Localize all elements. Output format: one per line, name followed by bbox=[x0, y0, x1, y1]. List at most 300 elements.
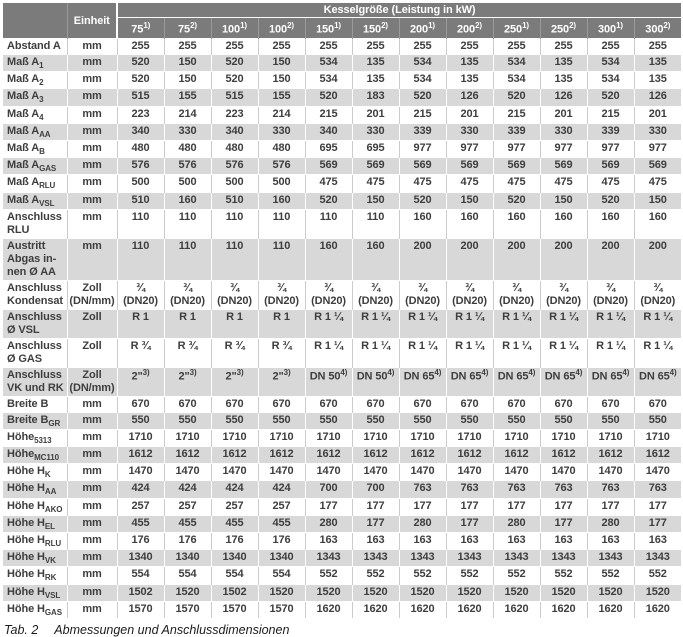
table-cell: 135 bbox=[634, 72, 681, 89]
table-cell: DN 65$^{4)}$ bbox=[634, 367, 681, 396]
table-cell: R 1 ¼ bbox=[587, 338, 634, 367]
table-cell: 550 bbox=[117, 412, 164, 429]
column-header: 75$^{2)}$ bbox=[164, 18, 211, 39]
table-cell: 110 bbox=[258, 209, 305, 238]
row-label: Höhe $H_{GAS}$ bbox=[3, 601, 67, 618]
table-cell: 163 bbox=[634, 533, 681, 550]
table-cell: 552 bbox=[493, 567, 540, 584]
table-cell: 339 bbox=[399, 123, 446, 140]
table-cell: 163 bbox=[352, 533, 399, 550]
table-cell: R 1 ¼ bbox=[305, 338, 352, 367]
table-cell: 330 bbox=[258, 123, 305, 140]
table-cell: 215 bbox=[587, 106, 634, 123]
table-cell: 1620 bbox=[305, 601, 352, 618]
table-cell: ¾ (DN20) bbox=[305, 280, 352, 309]
table-cell: 177 bbox=[446, 498, 493, 515]
table-row bbox=[3, 238, 681, 280]
unit-cell: mm bbox=[67, 192, 117, 209]
table-body bbox=[3, 39, 681, 618]
table-cell: 520 bbox=[493, 89, 540, 106]
row-label: Maß $A_{RLU}$ bbox=[3, 175, 67, 192]
table-cell: 552 bbox=[634, 567, 681, 584]
table-cell: 177 bbox=[305, 498, 352, 515]
table-cell: 150 bbox=[446, 192, 493, 209]
table-row bbox=[3, 106, 681, 123]
table-caption bbox=[4, 623, 681, 637]
table-cell: ¾ (DN20) bbox=[540, 280, 587, 309]
table-row bbox=[3, 309, 681, 338]
table-cell: 214 bbox=[258, 106, 305, 123]
table-row bbox=[3, 72, 681, 89]
table-cell: DN 65$^{4)}$ bbox=[587, 367, 634, 396]
table-row bbox=[3, 481, 681, 498]
unit-cell: mm bbox=[67, 123, 117, 140]
table-cell: 520 bbox=[493, 192, 540, 209]
table-cell: 552 bbox=[399, 567, 446, 584]
table-row bbox=[3, 55, 681, 72]
table-cell: 126 bbox=[540, 89, 587, 106]
table-cell: 1710 bbox=[634, 429, 681, 446]
table-cell: 280 bbox=[493, 515, 540, 532]
table-cell: 1710 bbox=[399, 429, 446, 446]
table-cell: 176 bbox=[211, 533, 258, 550]
table-cell: 163 bbox=[493, 533, 540, 550]
table-cell: 177 bbox=[587, 498, 634, 515]
table-cell: 475 bbox=[352, 175, 399, 192]
table-cell: 257 bbox=[258, 498, 305, 515]
row-label: Anschluss RLU bbox=[3, 209, 67, 238]
table-cell: 552 bbox=[305, 567, 352, 584]
table-cell: 475 bbox=[540, 175, 587, 192]
table-cell: 339 bbox=[493, 123, 540, 140]
table-row bbox=[3, 533, 681, 550]
table-cell: 126 bbox=[634, 89, 681, 106]
table-cell: 135 bbox=[540, 72, 587, 89]
table-cell: 201 bbox=[446, 106, 493, 123]
table-cell: 200 bbox=[634, 238, 681, 280]
table-cell: 150 bbox=[258, 55, 305, 72]
table-cell: 1612 bbox=[258, 447, 305, 464]
table-cell: 339 bbox=[587, 123, 634, 140]
table-cell: 150 bbox=[164, 72, 211, 89]
table-cell: 330 bbox=[446, 123, 493, 140]
column-header: 150$^{2)}$ bbox=[352, 18, 399, 39]
row-label: Maß $A_1$ bbox=[3, 55, 67, 72]
table-cell: 160 bbox=[258, 192, 305, 209]
table-cell: 550 bbox=[305, 412, 352, 429]
table-cell: 200 bbox=[493, 238, 540, 280]
row-label: Höhe$_{5313}$ bbox=[3, 429, 67, 446]
unit-cell: mm bbox=[67, 515, 117, 532]
table-cell: ¾ (DN20) bbox=[634, 280, 681, 309]
table-row bbox=[3, 192, 681, 209]
table-cell: 424 bbox=[258, 481, 305, 498]
table-cell: 200 bbox=[446, 238, 493, 280]
table-cell: 534 bbox=[587, 72, 634, 89]
table-cell: 515 bbox=[117, 89, 164, 106]
table-cell: 520 bbox=[305, 192, 352, 209]
table-cell: 1620 bbox=[634, 601, 681, 618]
table-cell: 569 bbox=[352, 158, 399, 175]
table-cell: 163 bbox=[399, 533, 446, 550]
table-cell: 177 bbox=[634, 515, 681, 532]
row-label: Abstand A bbox=[3, 39, 67, 55]
table-cell: 160 bbox=[164, 192, 211, 209]
table-cell: 763 bbox=[446, 481, 493, 498]
table-cell: 1343 bbox=[352, 550, 399, 567]
unit-cell: mm bbox=[67, 429, 117, 446]
row-label: Höhe $H_{RK}$ bbox=[3, 567, 67, 584]
unit-cell: mm bbox=[67, 550, 117, 567]
table-cell: 977 bbox=[634, 140, 681, 157]
column-header: 300$^{1)}$ bbox=[587, 18, 634, 39]
table-cell: 1343 bbox=[587, 550, 634, 567]
table-cell: 255 bbox=[540, 39, 587, 55]
table-row bbox=[3, 567, 681, 584]
table-cell: 150 bbox=[634, 192, 681, 209]
unit-cell: mm bbox=[67, 567, 117, 584]
table-cell: 1612 bbox=[634, 447, 681, 464]
row-label: Maß $A_{VSL}$ bbox=[3, 192, 67, 209]
table-row bbox=[3, 429, 681, 446]
table-cell: 160 bbox=[540, 209, 587, 238]
table-cell: ¾ (DN20) bbox=[587, 280, 634, 309]
table-cell: 550 bbox=[493, 412, 540, 429]
table-cell: 1710 bbox=[587, 429, 634, 446]
table-cell: R 1 ¼ bbox=[446, 338, 493, 367]
table-cell: 1710 bbox=[446, 429, 493, 446]
table-row bbox=[3, 412, 681, 429]
table-cell: 1520 bbox=[399, 584, 446, 601]
table-cell: 520 bbox=[587, 89, 634, 106]
table-cell: 569 bbox=[493, 158, 540, 175]
unit-cell: mm bbox=[67, 140, 117, 157]
table-cell: 160 bbox=[446, 209, 493, 238]
table-cell: R 1 ¼ bbox=[634, 309, 681, 338]
table-cell: 257 bbox=[211, 498, 258, 515]
table-cell: 480 bbox=[117, 140, 164, 157]
table-row bbox=[3, 550, 681, 567]
table-cell: 160 bbox=[634, 209, 681, 238]
table-cell: ¾ (DN20) bbox=[258, 280, 305, 309]
table-cell: 340 bbox=[117, 123, 164, 140]
table-cell: 110 bbox=[305, 209, 352, 238]
row-label: Höhe $H_{AA}$ bbox=[3, 481, 67, 498]
unit-cell: mm bbox=[67, 412, 117, 429]
table-cell: 977 bbox=[587, 140, 634, 157]
row-label: Höhe $H_{AKO}$ bbox=[3, 498, 67, 515]
table-row bbox=[3, 584, 681, 601]
table-cell: 2"$^{3)}$ bbox=[164, 367, 211, 396]
table-cell: DN 65$^{4)}$ bbox=[399, 367, 446, 396]
table-cell: 500 bbox=[164, 175, 211, 192]
table-cell: 977 bbox=[540, 140, 587, 157]
table-cell: 424 bbox=[164, 481, 211, 498]
table-cell: 1470 bbox=[352, 464, 399, 481]
unit-cell: mm bbox=[67, 106, 117, 123]
table-cell: 1710 bbox=[164, 429, 211, 446]
table-cell: 670 bbox=[634, 396, 681, 412]
table-cell: 550 bbox=[587, 412, 634, 429]
table-row bbox=[3, 367, 681, 396]
unit-cell: mm bbox=[67, 601, 117, 618]
table-cell: 520 bbox=[117, 72, 164, 89]
table-cell: 280 bbox=[587, 515, 634, 532]
table-cell: 424 bbox=[211, 481, 258, 498]
table-cell: 200 bbox=[540, 238, 587, 280]
table-cell: 510 bbox=[211, 192, 258, 209]
table-cell: 1710 bbox=[540, 429, 587, 446]
unit-cell: Zoll bbox=[67, 338, 117, 367]
table-cell: 569 bbox=[399, 158, 446, 175]
table-cell: 480 bbox=[211, 140, 258, 157]
table-cell: 257 bbox=[117, 498, 164, 515]
table-cell: 1710 bbox=[211, 429, 258, 446]
table-cell: 1710 bbox=[305, 429, 352, 446]
table-cell: 1343 bbox=[446, 550, 493, 567]
table-cell: ¾ (DN20) bbox=[352, 280, 399, 309]
unit-cell: mm bbox=[67, 55, 117, 72]
table-cell: 534 bbox=[493, 72, 540, 89]
table-cell: 135 bbox=[352, 55, 399, 72]
table-cell: 576 bbox=[258, 158, 305, 175]
unit-cell: mm bbox=[67, 72, 117, 89]
table-cell: 1470 bbox=[634, 464, 681, 481]
table-cell: 475 bbox=[305, 175, 352, 192]
table-cell: 455 bbox=[164, 515, 211, 532]
table-cell: 763 bbox=[399, 481, 446, 498]
table-cell: 520 bbox=[211, 72, 258, 89]
table-cell: 340 bbox=[211, 123, 258, 140]
table-cell: 255 bbox=[305, 39, 352, 55]
table-cell: 1620 bbox=[587, 601, 634, 618]
table-cell: 763 bbox=[587, 481, 634, 498]
row-label: Maß $A_{GAS}$ bbox=[3, 158, 67, 175]
table-cell: 176 bbox=[258, 533, 305, 550]
table-cell: 569 bbox=[446, 158, 493, 175]
unit-cell: Zoll (DN/mm) bbox=[67, 280, 117, 309]
table-cell: 700 bbox=[352, 481, 399, 498]
table-cell: 1570 bbox=[164, 601, 211, 618]
table-cell: 160 bbox=[305, 238, 352, 280]
column-header: 100$^{2)}$ bbox=[258, 18, 305, 39]
table-cell: 475 bbox=[446, 175, 493, 192]
table-cell: 177 bbox=[634, 498, 681, 515]
table-cell: 201 bbox=[634, 106, 681, 123]
table-row bbox=[3, 89, 681, 106]
table-cell: 1620 bbox=[493, 601, 540, 618]
table-cell: 110 bbox=[258, 238, 305, 280]
table-cell: 520 bbox=[211, 55, 258, 72]
table-cell: ¾ (DN20) bbox=[446, 280, 493, 309]
table-cell: 552 bbox=[587, 567, 634, 584]
table-cell: 576 bbox=[117, 158, 164, 175]
table-cell: 534 bbox=[587, 55, 634, 72]
table-row bbox=[3, 498, 681, 515]
table-cell: DN 50$^{4)}$ bbox=[305, 367, 352, 396]
table-cell: 475 bbox=[399, 175, 446, 192]
table-cell: 2"$^{3)}$ bbox=[211, 367, 258, 396]
table-cell: 214 bbox=[164, 106, 211, 123]
table-cell: 550 bbox=[211, 412, 258, 429]
table-cell: 150 bbox=[540, 192, 587, 209]
table-cell: 135 bbox=[540, 55, 587, 72]
table-cell: 550 bbox=[540, 412, 587, 429]
table-cell: 670 bbox=[117, 396, 164, 412]
table-cell: 176 bbox=[117, 533, 164, 550]
unit-cell: mm bbox=[67, 447, 117, 464]
table-cell: 280 bbox=[399, 515, 446, 532]
table-cell: 480 bbox=[258, 140, 305, 157]
table-cell: 670 bbox=[493, 396, 540, 412]
table-cell: 534 bbox=[493, 55, 540, 72]
unit-cell: mm bbox=[67, 89, 117, 106]
table-cell: 1570 bbox=[211, 601, 258, 618]
table-cell: 1470 bbox=[164, 464, 211, 481]
table-cell: 700 bbox=[305, 481, 352, 498]
table-row bbox=[3, 209, 681, 238]
unit-cell: mm bbox=[67, 464, 117, 481]
table-cell: 1570 bbox=[117, 601, 164, 618]
column-header: 250$^{2)}$ bbox=[540, 18, 587, 39]
table-cell: 569 bbox=[540, 158, 587, 175]
column-header: 100$^{1)}$ bbox=[211, 18, 258, 39]
table-cell: 163 bbox=[540, 533, 587, 550]
table-row bbox=[3, 515, 681, 532]
table-cell: 1612 bbox=[305, 447, 352, 464]
table-cell: R 1 ¼ bbox=[493, 309, 540, 338]
table-cell: 977 bbox=[493, 140, 540, 157]
table-cell: 550 bbox=[258, 412, 305, 429]
table-cell: 223 bbox=[211, 106, 258, 123]
table-cell: 455 bbox=[117, 515, 164, 532]
unit-cell: mm bbox=[67, 498, 117, 515]
table-cell: 1620 bbox=[399, 601, 446, 618]
table-cell: R 1 ¼ bbox=[399, 338, 446, 367]
table-cell: 1520 bbox=[493, 584, 540, 601]
table-cell: 177 bbox=[399, 498, 446, 515]
table-cell: 670 bbox=[399, 396, 446, 412]
table-cell: 1470 bbox=[399, 464, 446, 481]
table-cell: 255 bbox=[211, 39, 258, 55]
row-label: Austritt Abgas in- nen Ø AA bbox=[3, 238, 67, 280]
table-cell: 1710 bbox=[258, 429, 305, 446]
table-cell: ¾ (DN20) bbox=[117, 280, 164, 309]
column-header: 250$^{1)}$ bbox=[493, 18, 540, 39]
table-cell: 1612 bbox=[352, 447, 399, 464]
table-cell: 695 bbox=[352, 140, 399, 157]
caption-text: Abmessungen und Anschlussdimensionen bbox=[54, 622, 290, 637]
table-row bbox=[3, 140, 681, 157]
table-cell: 176 bbox=[164, 533, 211, 550]
table-cell: 1520 bbox=[352, 584, 399, 601]
table-cell: R ¾ bbox=[211, 338, 258, 367]
table-cell: 576 bbox=[211, 158, 258, 175]
row-label: Maß $A_3$ bbox=[3, 89, 67, 106]
table-cell: 1470 bbox=[258, 464, 305, 481]
dimensions-table bbox=[3, 3, 681, 618]
table-cell: 475 bbox=[634, 175, 681, 192]
table-cell: 1520 bbox=[164, 584, 211, 601]
unit-cell: mm bbox=[67, 158, 117, 175]
table-cell: 475 bbox=[493, 175, 540, 192]
table-cell: 1570 bbox=[258, 601, 305, 618]
caption-tag: Tab. 2 bbox=[4, 622, 39, 637]
table-cell: 1470 bbox=[117, 464, 164, 481]
row-label: Breite $B_{GR}$ bbox=[3, 412, 67, 429]
table-cell: 763 bbox=[634, 481, 681, 498]
table-cell: 554 bbox=[164, 567, 211, 584]
table-cell: 255 bbox=[634, 39, 681, 55]
table-cell: 534 bbox=[399, 72, 446, 89]
table-cell: 569 bbox=[634, 158, 681, 175]
table-cell: 200 bbox=[587, 238, 634, 280]
table-cell: R 1 bbox=[258, 309, 305, 338]
table-cell: 670 bbox=[258, 396, 305, 412]
table-cell: R 1 ¼ bbox=[587, 309, 634, 338]
table-cell: R 1 ¼ bbox=[305, 309, 352, 338]
table-cell: 763 bbox=[493, 481, 540, 498]
table-cell: 257 bbox=[164, 498, 211, 515]
table-cell: 670 bbox=[352, 396, 399, 412]
table-cell: 554 bbox=[258, 567, 305, 584]
table-cell: 163 bbox=[446, 533, 493, 550]
row-label: Höhe $H_{EL}$ bbox=[3, 515, 67, 532]
table-cell: 215 bbox=[493, 106, 540, 123]
table-cell: 1612 bbox=[587, 447, 634, 464]
table-cell: 977 bbox=[399, 140, 446, 157]
table-cell: R 1 ¼ bbox=[634, 338, 681, 367]
table-cell: 1470 bbox=[446, 464, 493, 481]
table-cell: 110 bbox=[117, 238, 164, 280]
table-cell: ¾ (DN20) bbox=[399, 280, 446, 309]
table-cell: 554 bbox=[211, 567, 258, 584]
table-cell: DN 50$^{4)}$ bbox=[352, 367, 399, 396]
table-cell: 255 bbox=[493, 39, 540, 55]
row-label: Anschluss Ø GAS bbox=[3, 338, 67, 367]
table-cell: 1340 bbox=[258, 550, 305, 567]
table-cell: 554 bbox=[117, 567, 164, 584]
table-cell: 183 bbox=[352, 89, 399, 106]
unit-cell: mm bbox=[67, 39, 117, 55]
table-cell: R ¾ bbox=[117, 338, 164, 367]
table-cell: 550 bbox=[634, 412, 681, 429]
row-label: Maß $A_{AA}$ bbox=[3, 123, 67, 140]
table-cell: 1612 bbox=[399, 447, 446, 464]
table-cell: 670 bbox=[587, 396, 634, 412]
table-cell: ¾ (DN20) bbox=[164, 280, 211, 309]
corner-cell bbox=[3, 3, 67, 39]
row-label: Anschluss Ø VSL bbox=[3, 309, 67, 338]
table-cell: 1470 bbox=[587, 464, 634, 481]
table-row bbox=[3, 158, 681, 175]
table-cell: 135 bbox=[634, 55, 681, 72]
row-label: Höhe $H_{VSL}$ bbox=[3, 584, 67, 601]
table-cell: 1520 bbox=[587, 584, 634, 601]
table-cell: 1470 bbox=[211, 464, 258, 481]
table-cell: 1343 bbox=[540, 550, 587, 567]
table-row bbox=[3, 123, 681, 140]
table-cell: R 1 bbox=[117, 309, 164, 338]
table-cell: 177 bbox=[540, 498, 587, 515]
table-cell: 670 bbox=[540, 396, 587, 412]
table-row bbox=[3, 175, 681, 192]
table-row bbox=[3, 39, 681, 55]
table-cell: 1620 bbox=[446, 601, 493, 618]
table-cell: DN 65$^{4)}$ bbox=[446, 367, 493, 396]
table-cell: 1612 bbox=[117, 447, 164, 464]
table-cell: ¾ (DN20) bbox=[211, 280, 258, 309]
